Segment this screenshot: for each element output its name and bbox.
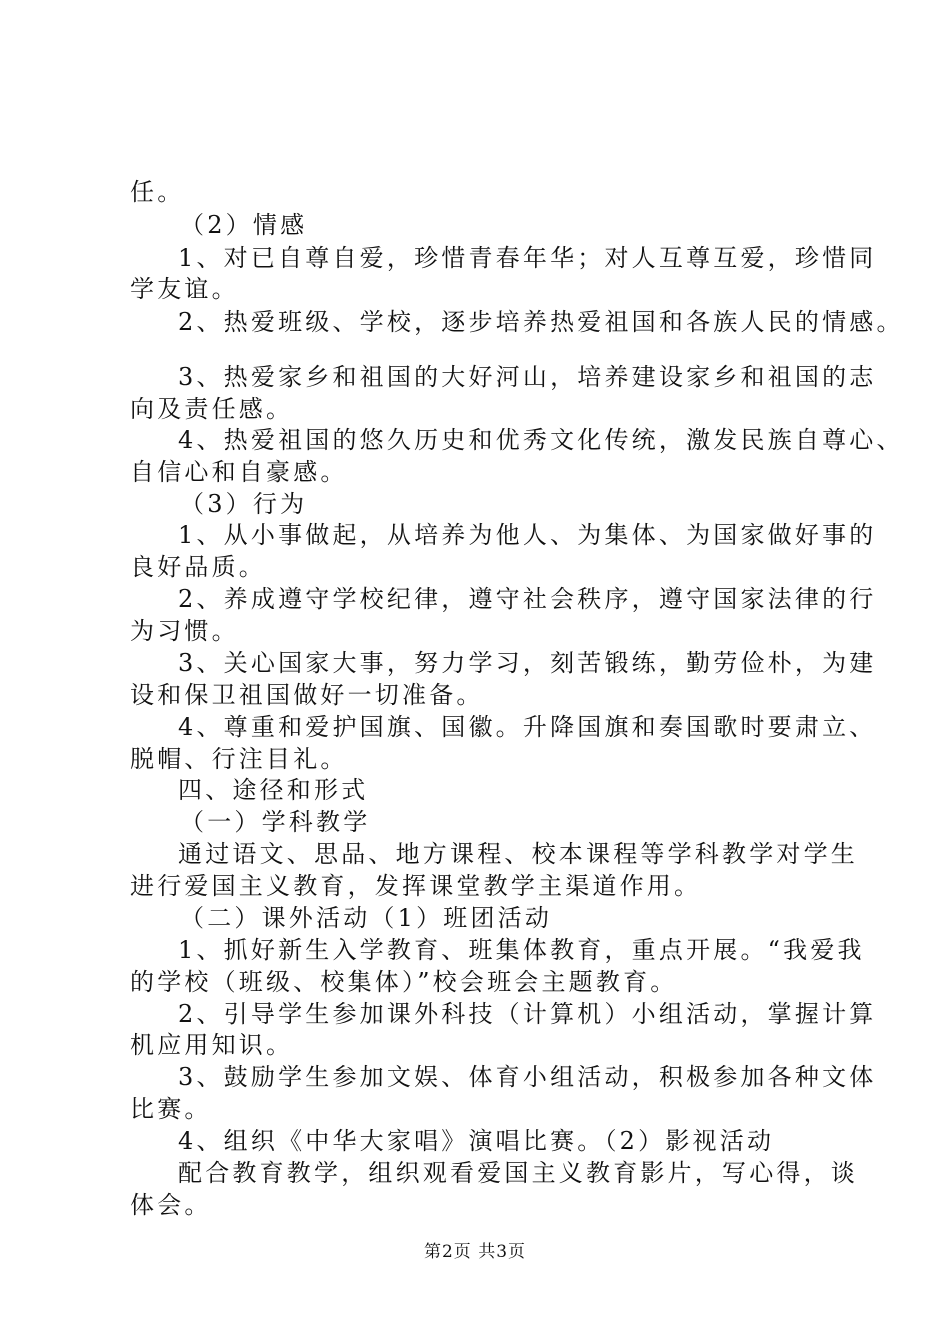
page-number-footer: 第2页 共3页 — [423, 1242, 527, 1262]
body-line: 1、抓好新生入学教育、班集体教育，重点开展。“我爱我 — [178, 936, 865, 964]
body-line: 通过语文、思品、地方课程、校本课程等学科教学对学生 — [178, 840, 858, 868]
body-line: 进行爱国主义教育，发挥课堂教学主渠道作用。 — [130, 872, 702, 900]
body-line: 4、尊重和爱护国旗、国徽。升降国旗和奏国歌时要肃立、 — [178, 713, 877, 741]
section-heading: （3）行为 — [180, 490, 308, 518]
body-line: 向及责任感。 — [130, 395, 294, 423]
body-line: 3、热爱家乡和祖国的大好河山，培养建设家乡和祖国的志 — [178, 363, 877, 391]
body-line: 学友谊。 — [130, 275, 239, 303]
body-line: 1、对已自尊自爱，珍惜青春年华；对人互尊互爱，珍惜同 — [178, 244, 877, 272]
body-line: 3、关心国家大事，努力学习，刻苦锻练，勤劳俭朴，为建 — [178, 649, 877, 677]
body-line: 为习惯。 — [130, 617, 239, 645]
section-heading: （二）课外活动（1）班团活动 — [180, 904, 553, 932]
body-line: 4、组织《中华大家唱》演唱比赛。（2）影视活动 — [178, 1127, 775, 1155]
section-heading: （2）情感 — [180, 211, 308, 239]
body-line: 比赛。 — [130, 1095, 212, 1123]
body-line: 的学校（班级、校集体）”校会班会主题教育。 — [130, 968, 678, 996]
body-line: 机应用知识。 — [130, 1031, 294, 1059]
body-line: 2、引导学生参加课外科技（计算机）小组活动，掌握计算 — [178, 1000, 877, 1028]
section-heading: 四、途径和形式 — [178, 776, 369, 804]
body-line: 配合教育教学，组织观看爱国主义教育影片，写心得，谈 — [178, 1159, 858, 1187]
body-line: 1、从小事做起，从培养为他人、为集体、为国家做好事的 — [178, 521, 877, 549]
body-line: 设和保卫祖国做好一切准备。 — [130, 681, 484, 709]
body-line: 脱帽、行注目礼。 — [130, 745, 348, 773]
body-line: 3、鼓励学生参加文娱、体育小组活动，积极参加各种文体 — [178, 1063, 877, 1091]
body-line: 良好品质。 — [130, 553, 266, 581]
body-line: 自信心和自豪感。 — [130, 458, 348, 486]
body-line: 2、热爱班级、学校，逐步培养热爱祖国和各族人民的情感。 — [178, 308, 904, 336]
body-line: 2、养成遵守学校纪律，遵守社会秩序，遵守国家法律的行 — [178, 585, 877, 613]
body-line: 任。 — [130, 178, 185, 206]
body-line: 体会。 — [130, 1191, 212, 1219]
body-line: 4、热爱祖国的悠久历史和优秀文化传统，激发民族自尊心、 — [178, 426, 904, 454]
section-heading: （一）学科教学 — [180, 808, 371, 836]
